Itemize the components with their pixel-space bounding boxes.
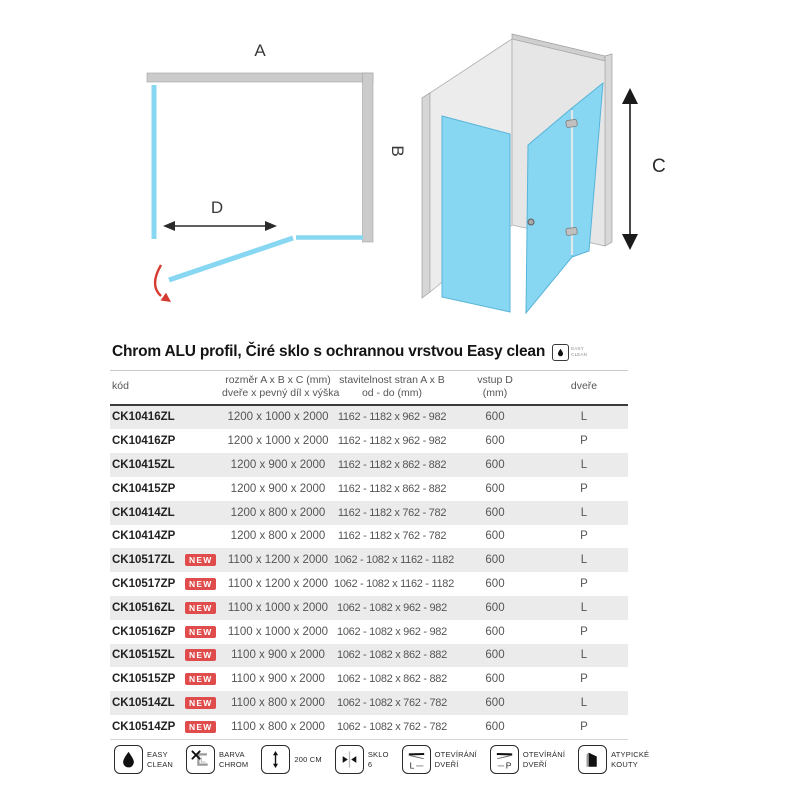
- product-code: CK10515ZP: [112, 673, 176, 686]
- entry-cell: 600: [485, 673, 505, 686]
- legend-label-line1: EASY: [147, 750, 168, 760]
- entry-cell: 600: [485, 601, 505, 614]
- table-row: [110, 691, 628, 715]
- door-side-cell: L: [580, 459, 588, 472]
- table-row: [110, 453, 628, 477]
- legend-item-atypical-corners: [578, 745, 649, 774]
- product-code-cell: [110, 525, 222, 549]
- spec-table: [110, 370, 628, 740]
- product-code-cell: [110, 548, 222, 572]
- door-handle-icon: [528, 219, 534, 225]
- dimension-b-label: B: [388, 145, 407, 157]
- product-code: CK10416ZP: [112, 435, 176, 448]
- product-code-cell: [110, 667, 222, 691]
- easy-clean-badge: [552, 344, 587, 361]
- legend-item-easy-clean: [114, 745, 173, 774]
- door-side-cell: L: [580, 554, 588, 567]
- col-header-dimension-line2: dveře x pevný díl x výška: [222, 386, 340, 399]
- table-row: [110, 548, 628, 572]
- legend-label: [147, 746, 173, 773]
- adjustability-cell: 1162 - 1182 x 862 - 882: [337, 459, 447, 472]
- new-badge: NEW: [185, 697, 216, 709]
- legend: [114, 745, 662, 774]
- entry-cell: 600: [450, 715, 540, 739]
- product-code: CK10515ZL: [112, 649, 175, 662]
- col-header-dimension: [222, 371, 340, 405]
- chrome-color-icon: [186, 745, 215, 774]
- adjustability-cell: 1162 - 1182 x 962 - 982: [337, 411, 447, 424]
- dimension-cell: 1100 x 800 x 2000: [222, 715, 334, 739]
- atypical-corners-icon: [578, 745, 607, 774]
- col-header-door: dveře: [540, 371, 628, 405]
- col-header-code: kód: [110, 371, 222, 405]
- entry-cell: 600: [485, 482, 505, 495]
- dimension-cell: 1100 x 1000 x 2000: [227, 601, 329, 614]
- dimension-cell: 1200 x 800 x 2000: [230, 506, 326, 519]
- legend-label-line1: 200 CM: [294, 754, 322, 764]
- right-wall-side-edge: [605, 54, 612, 246]
- product-code: CK10514ZL: [112, 697, 175, 710]
- legend-label-line1: OTEVÍRÁNÍ: [434, 750, 477, 760]
- product-code: CK10415ZL: [112, 459, 175, 472]
- door-side-cell: L: [580, 697, 588, 710]
- door-right-letter: P: [505, 760, 512, 771]
- legend-label-line2: KOUTY: [611, 759, 638, 769]
- legend-label: [435, 746, 477, 773]
- easy-clean-badge-line2: CLEAN: [571, 352, 588, 357]
- fixed-glass-panel-plan: [152, 85, 157, 239]
- product-code-cell: [110, 429, 222, 453]
- height-200cm-icon: [261, 745, 290, 774]
- plan-view-diagram: [95, 25, 415, 325]
- product-code-cell: [110, 477, 222, 501]
- legend-label-line2: 6: [367, 759, 373, 769]
- legend-label-line1: SKLO: [367, 750, 389, 760]
- col-header-entry-line2: (mm): [482, 386, 508, 399]
- product-code: CK10514ZP: [112, 720, 176, 733]
- legend-label: [611, 746, 649, 773]
- product-code: CK10415ZP: [112, 482, 176, 495]
- table-row: [110, 620, 628, 644]
- product-code-cell: [110, 691, 222, 715]
- product-code: CK10517ZP: [112, 578, 176, 591]
- door-opening-right-icon: [490, 745, 519, 774]
- col-header-adjustability-line1: stavitelnost stran A x B: [339, 374, 445, 386]
- door-side-cell: P: [580, 530, 588, 543]
- dimension-cell: 1200 x 800 x 2000: [230, 530, 326, 543]
- product-code-cell: [110, 572, 222, 596]
- product-code-cell: [110, 596, 222, 620]
- door-side-cell: L: [580, 601, 588, 614]
- new-badge: NEW: [185, 578, 216, 590]
- legend-label: [219, 746, 248, 773]
- legend-label-line1: OTEVÍRÁNÍ: [522, 750, 566, 760]
- col-header-adjustability-line2: od - do (mm): [361, 386, 423, 399]
- iso-view-diagram: [400, 20, 700, 330]
- product-code: CK10414ZL: [112, 506, 175, 519]
- legend-label-line2: DVEŘÍ: [522, 759, 547, 769]
- adjustability-cell: 1062 - 1082 x 862 - 882: [337, 649, 447, 662]
- table-row: [110, 667, 628, 691]
- dimension-c-label: C: [652, 156, 666, 177]
- easy-clean-droplet-icon: [114, 745, 143, 774]
- wall-b: [363, 73, 374, 242]
- product-code-cell: [110, 644, 222, 668]
- title-row: [112, 343, 587, 361]
- adjustability-cell: 1062 - 1082 x 862 - 882: [337, 673, 447, 686]
- legend-label-line2: CHROM: [219, 759, 249, 769]
- adjustability-cell: 1062 - 1082 x 1162 - 1182: [334, 578, 454, 591]
- product-code: CK10517ZL: [112, 554, 175, 567]
- table-row: [110, 572, 628, 596]
- table-row: [110, 477, 628, 501]
- dimension-cell: 1100 x 1200 x 2000: [227, 578, 329, 591]
- col-header-adjustability: [334, 371, 450, 405]
- legend-item-door-opening-right: [490, 745, 565, 774]
- new-badge: NEW: [185, 602, 216, 614]
- wall-a: [147, 73, 373, 82]
- adjustability-cell: 1162 - 1182 x 762 - 782: [337, 530, 447, 543]
- new-badge: NEW: [185, 649, 216, 661]
- dimension-cell: 1100 x 900 x 2000: [231, 673, 325, 686]
- dimension-cell: 1200 x 1000 x 2000: [227, 435, 329, 448]
- adjustability-cell: 1162 - 1182 x 762 - 782: [337, 506, 447, 519]
- product-code-cell: [110, 715, 222, 739]
- entry-cell: 600: [485, 578, 505, 591]
- entry-cell: 600: [485, 649, 505, 662]
- dimension-cell: 1100 x 900 x 2000: [231, 649, 325, 662]
- product-code: CK10516ZL: [112, 601, 175, 614]
- product-code-cell: [110, 501, 222, 525]
- spec-table-body: [110, 405, 628, 740]
- legend-item-door-opening-left: [402, 745, 477, 774]
- dimension-cell: 1100 x 1200 x 2000: [227, 554, 329, 567]
- legend-label-line1: BARVA: [219, 750, 245, 760]
- new-badge: NEW: [185, 554, 216, 566]
- table-row: [110, 644, 628, 668]
- product-code: CK10516ZP: [112, 625, 176, 638]
- adjustability-cell: 1162 - 1182 x 862 - 882: [337, 482, 447, 495]
- door-left-letter: L: [409, 760, 415, 771]
- entry-cell: 600: [485, 625, 505, 638]
- dimension-cell: 1100 x 1000 x 2000: [227, 625, 329, 638]
- dimension-cell: 1200 x 900 x 2000: [230, 482, 326, 495]
- door-side-cell: L: [580, 649, 588, 662]
- col-header-entry: [450, 371, 540, 405]
- legend-label: [523, 746, 565, 773]
- col-header-entry-line1: vstup D: [477, 374, 513, 386]
- legend-label: [294, 746, 321, 773]
- hinge-icon: [566, 227, 578, 235]
- adjustability-cell: 1062 - 1082 x 962 - 982: [337, 625, 447, 638]
- product-code-cell: [110, 405, 222, 430]
- entry-cell: 600: [485, 435, 505, 448]
- door-side-cell: P: [580, 673, 588, 686]
- dimension-cell: 1100 x 800 x 2000: [231, 697, 325, 710]
- easy-clean-badge-label: [571, 346, 587, 357]
- adjustability-cell: 1062 - 1082 x 962 - 982: [337, 601, 447, 614]
- door-side-cell: P: [580, 482, 588, 495]
- dimension-a-label: A: [254, 41, 266, 60]
- legend-label-line1: ATYPICKÉ: [611, 750, 650, 760]
- entry-cell: 600: [485, 506, 505, 519]
- adjustability-cell: 1062 - 1082 x 762 - 782: [337, 697, 447, 710]
- door-side-cell: P: [580, 435, 588, 448]
- entry-cell: 600: [485, 411, 505, 424]
- new-badge: NEW: [185, 673, 216, 685]
- legend-label: [368, 746, 389, 773]
- easy-clean-badge-line1: EASY: [571, 346, 584, 352]
- door-opening-left-icon: [402, 745, 431, 774]
- dimension-cell: 1200 x 900 x 2000: [230, 459, 326, 472]
- dimension-d-label: D: [210, 198, 224, 217]
- dimension-cell: 1200 x 1000 x 2000: [227, 411, 329, 424]
- spec-table-header: [110, 371, 628, 405]
- new-badge: NEW: [185, 626, 216, 638]
- fixed-glass-panel-iso: [442, 116, 510, 312]
- easy-clean-droplet-icon: [552, 344, 569, 361]
- table-row: [110, 405, 628, 430]
- new-badge: NEW: [185, 721, 216, 733]
- table-row: [110, 596, 628, 620]
- entry-cell: 600: [485, 697, 505, 710]
- product-code-cell: [110, 453, 222, 477]
- table-row: [110, 429, 628, 453]
- adjustability-cell: 1162 - 1182 x 962 - 982: [337, 435, 447, 448]
- door-side-cell: P: [580, 625, 588, 638]
- table-row: [110, 525, 628, 549]
- door-panel-plan: [169, 238, 293, 280]
- c-dimension-arrow: [622, 88, 638, 250]
- entry-cell: 600: [485, 530, 505, 543]
- legend-item-glass: [335, 745, 389, 774]
- glass-thickness-icon: [335, 745, 364, 774]
- adjustability-cell: 1062 - 1082 x 762 - 782: [334, 715, 450, 739]
- product-code-cell: [110, 620, 222, 644]
- legend-label-line2: DVEŘÍ: [434, 759, 459, 769]
- table-row: [110, 715, 628, 739]
- door-side-cell: L: [580, 506, 588, 519]
- legend-item-chrome-color: [186, 745, 248, 774]
- legend-item-height: [261, 745, 321, 774]
- page-title: Chrom ALU profil, Čiré sklo s ochrannou vrstvou Easy clean: [112, 343, 546, 360]
- hinge-icon: [566, 119, 578, 127]
- door-side-cell: P: [580, 578, 588, 591]
- legend-label-line2: CLEAN: [147, 759, 174, 769]
- adjustability-cell: 1062 - 1082 x 1162 - 1182: [334, 554, 454, 567]
- entry-cell: 600: [485, 459, 505, 472]
- product-code: CK10414ZP: [112, 530, 176, 543]
- left-wall-side-edge: [422, 93, 430, 298]
- d-dimension-arrow: [163, 221, 277, 231]
- table-row: [110, 501, 628, 525]
- product-code: CK10416ZL: [112, 411, 175, 424]
- door-side-cell: L: [580, 411, 588, 424]
- door-swing-arrow-icon: [155, 265, 171, 302]
- entry-cell: 600: [485, 554, 505, 567]
- col-header-dimension-line1: rozměr A x B x C (mm): [225, 374, 331, 386]
- door-side-cell: P: [540, 715, 628, 739]
